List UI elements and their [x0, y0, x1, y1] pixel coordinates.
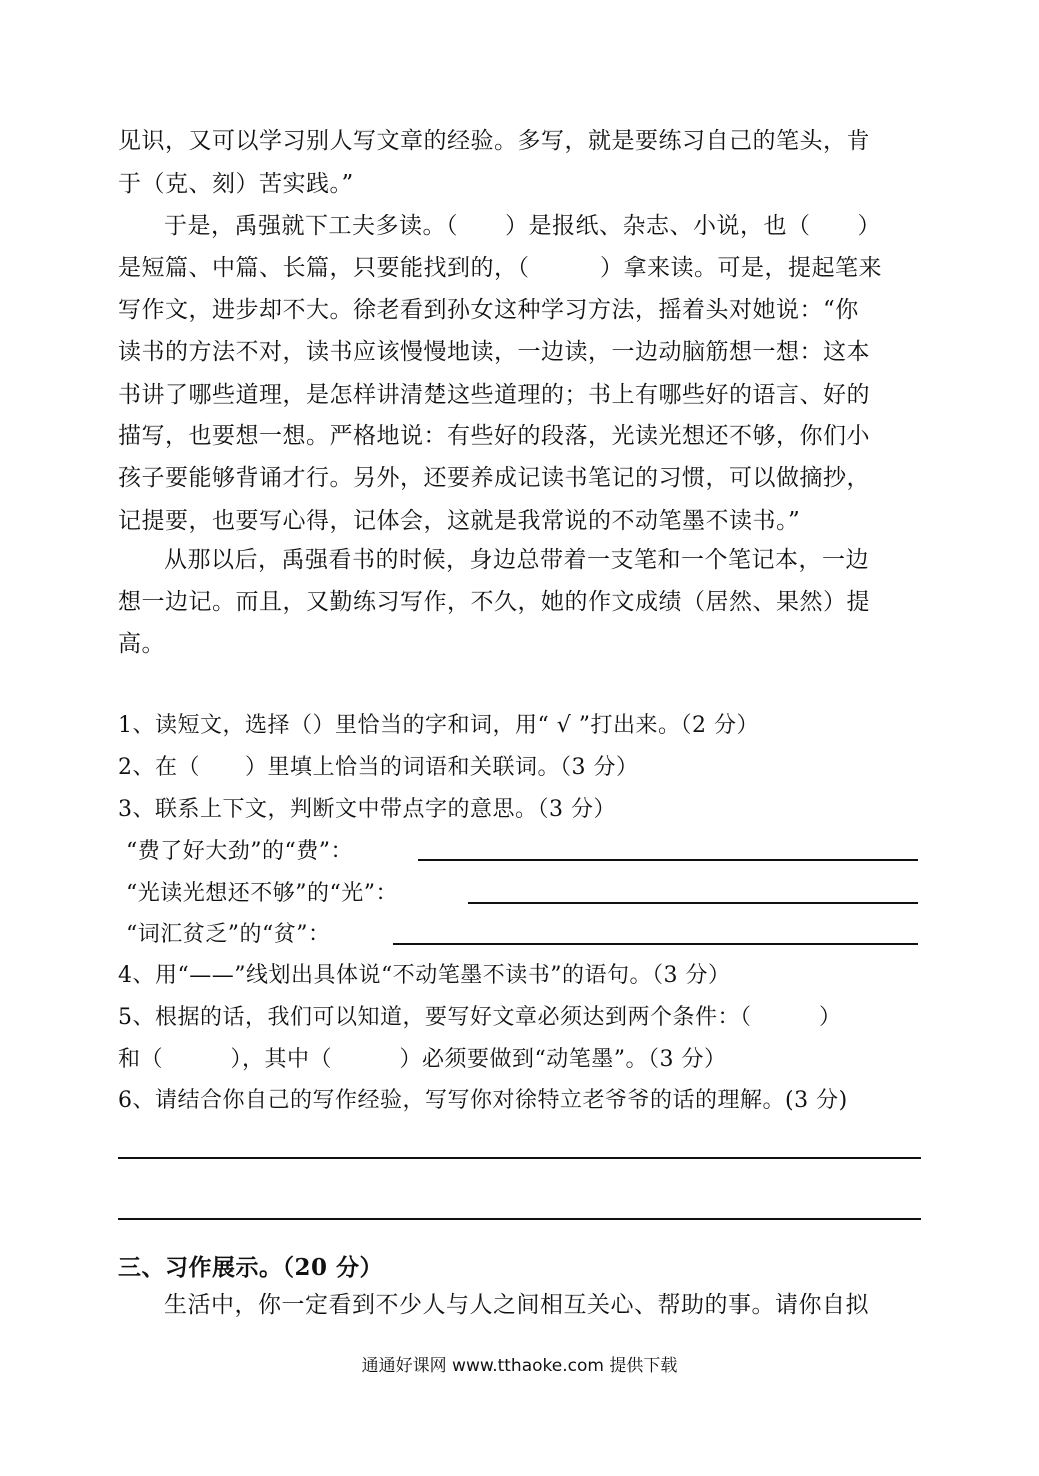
passage-line: 想一边记。而且，又勤练习写作，不久，她的作文成绩（居然、果然）提 [118, 589, 870, 615]
question-5b: 和（ ），其中（ ）必须要做到“动笔墨”。（3 分） [118, 1047, 727, 1072]
passage-line: 是短篇、中篇、长篇，只要能找到的，（ ）拿来读。可是，提起笔来 [118, 255, 882, 281]
question-5a: 5、根据的话，我们可以知道，要写好文章必须达到两个条件：（ ） [118, 1005, 842, 1030]
section-3-heading: 三、习作展示。（20 分） [118, 1254, 384, 1281]
question-2: 2、在（ ）里填上恰当的词语和关联词。（3 分） [118, 755, 639, 780]
answer-line-6b[interactable] [118, 1218, 921, 1220]
passage-line: 描写，也要想一想。严格地说：有些好的段落，光读光想还不够，你们小 [118, 423, 870, 449]
section-3-text: 生活中，你一定看到不少人与人之间相互关心、帮助的事。请你自拟 [164, 1292, 869, 1318]
passage-line: 见识，又可以学习别人写文章的经验。多写，就是要练习自己的笔头，肯 [118, 128, 870, 154]
question-1: 1、读短文，选择（）里恰当的字和词，用“ √ ”打出来。（2 分） [118, 713, 759, 738]
passage-line: 书讲了哪些道理，是怎样讲清楚这些道理的；书上有哪些好的语言、好的 [118, 382, 870, 408]
answer-line-3b[interactable] [468, 902, 918, 904]
passage-line: 读书的方法不对，读书应该慢慢地读，一边读，一边动脑筋想一想：这本 [118, 339, 870, 365]
question-3: 3、联系上下文，判断文中带点字的意思。（3 分） [118, 797, 616, 822]
footer-source: 通通好课网 www.tthaoke.com 提供下载 [361, 1356, 678, 1376]
passage-line: 于（克、刻）苦实践。” [118, 171, 354, 197]
passage-line: 写作文，进步却不大。徐老看到孙女这种学习方法，摇着头对她说：“你 [118, 297, 859, 323]
question-3b-label: “光读光想还不够”的“光”： [126, 881, 398, 906]
passage-line: 记提要，也要写心得，记体会，这就是我常说的不动笔墨不读书。” [118, 508, 801, 534]
question-6: 6、请结合你自己的写作经验，写写你对徐特立老爷爷的话的理解。(3 分) [118, 1088, 848, 1113]
question-3a-label: “费了好大劲”的“费”： [126, 839, 353, 864]
passage-line: 孩子要能够背诵才行。另外，还要养成记读书笔记的习惯，可以做摘抄， [118, 465, 870, 491]
passage-line: 从那以后，禹强看书的时候，身边总带着一支笔和一个笔记本，一边 [164, 547, 869, 573]
answer-line-6a[interactable] [118, 1157, 921, 1159]
passage-line: 高。 [118, 631, 165, 657]
passage-line: 于是，禹强就下工夫多读。（ ）是报纸、杂志、小说，也（ ） [164, 213, 881, 239]
question-3c-label: “词汇贫乏”的“贫”： [126, 922, 331, 947]
question-4: 4、用“——”线划出具体说“不动笔墨不读书”的语句。（3 分） [118, 963, 731, 988]
answer-line-3c[interactable] [393, 943, 918, 945]
answer-line-3a[interactable] [418, 859, 918, 861]
